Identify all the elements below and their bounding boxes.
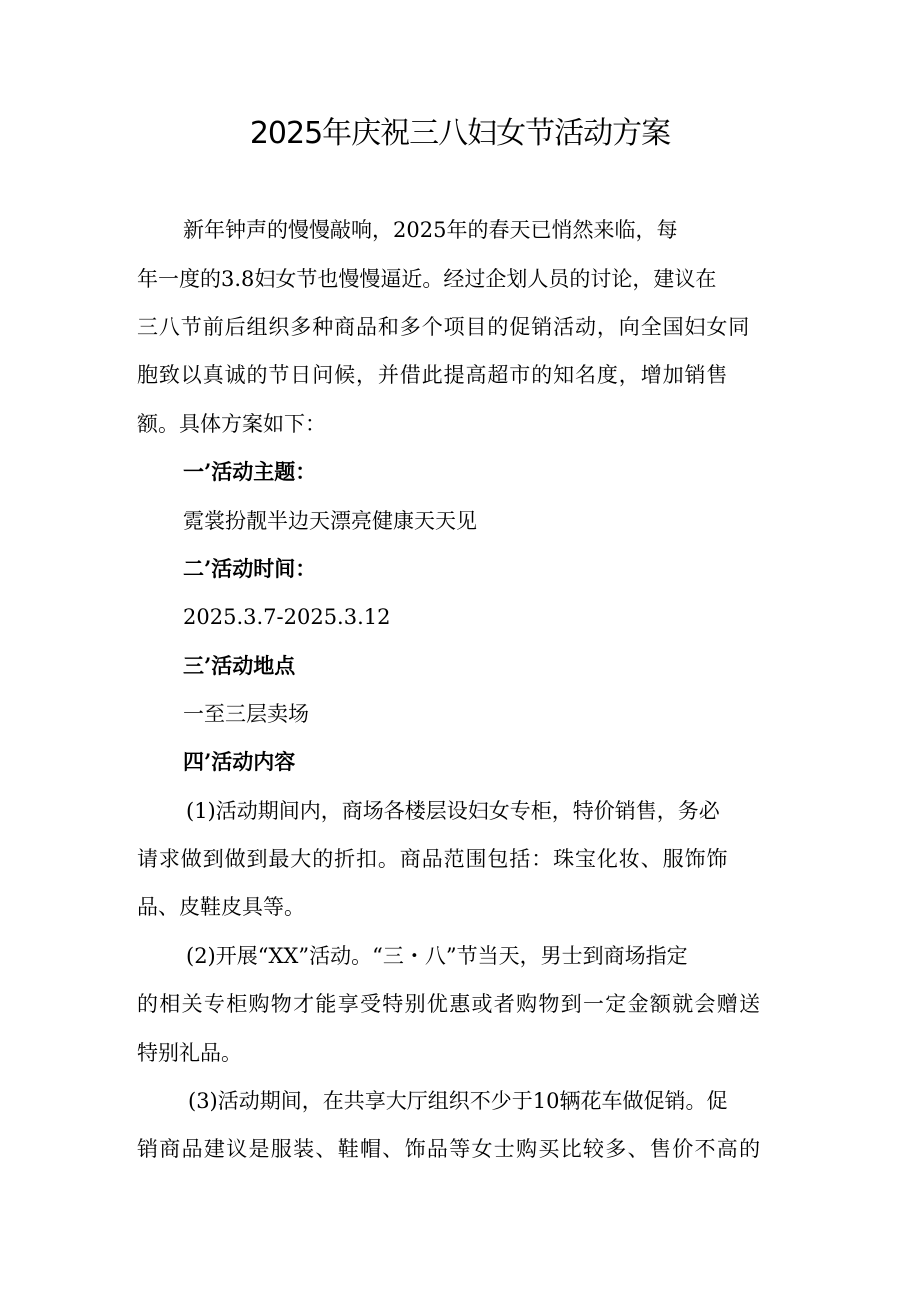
section-heading-content: 四’活动内容 <box>183 749 296 774</box>
theme-text: 霓裳扮靓半边天漂亮健康天天见 <box>183 509 477 533</box>
content-item-2-line-2: 的相关专柜购物才能享受特别优惠或者购物到一定金额就会赠送 <box>137 992 762 1016</box>
intro-line-2: 年一度的3.8妇女节也慢慢逼近。经过企划人员的讨论，建议在 <box>137 267 717 291</box>
content-item-2-line-3: 特别礼品。 <box>137 1041 242 1065</box>
content-item-2-line-1: (2)开展“XX”活动。“三・八”节当天，男士到商场指定 <box>186 944 688 968</box>
section-heading-theme: 一’活动主题： <box>183 459 317 484</box>
intro-line-3: 三八节前后组织多种商品和多个项目的促销活动，向全国妇女同 <box>137 315 751 339</box>
document-title: 2025年庆祝三八妇女节活动方案 <box>249 116 671 151</box>
intro-line-1: 新年钟声的慢慢敲响，2025年的春天已悄然来临，每 <box>183 218 678 242</box>
content-item-1-line-2: 请求做到做到最大的折扣。商品范围包括：珠宝化妆、服饰饰 <box>137 847 729 871</box>
section-heading-time: 二’活动时间： <box>183 556 317 581</box>
content-item-3-line-2: 销商品建议是服装、鞋帽、饰品等女士购买比较多、售价不高的 <box>137 1137 762 1161</box>
content-item-1-line-3: 品、皮鞋皮具等。 <box>137 895 305 919</box>
intro-line-5: 额。具体方案如下： <box>137 412 326 436</box>
content-item-1-line-1: (1)活动期间内，商场各楼层设妇女专柜，特价销售，务必 <box>186 799 720 823</box>
location-text: 一至三层卖场 <box>183 702 309 726</box>
time-text: 2025.3.7-2025.3.12 <box>183 605 391 629</box>
section-heading-location: 三’活动地点 <box>183 653 296 678</box>
intro-line-4: 胞致以真诚的节日问候，并借此提高超市的知名度，增加销售 <box>137 363 729 387</box>
content-item-3-line-1: (3)活动期间，在共享大厅组织不少于10辆花车做促销。促 <box>188 1089 728 1113</box>
